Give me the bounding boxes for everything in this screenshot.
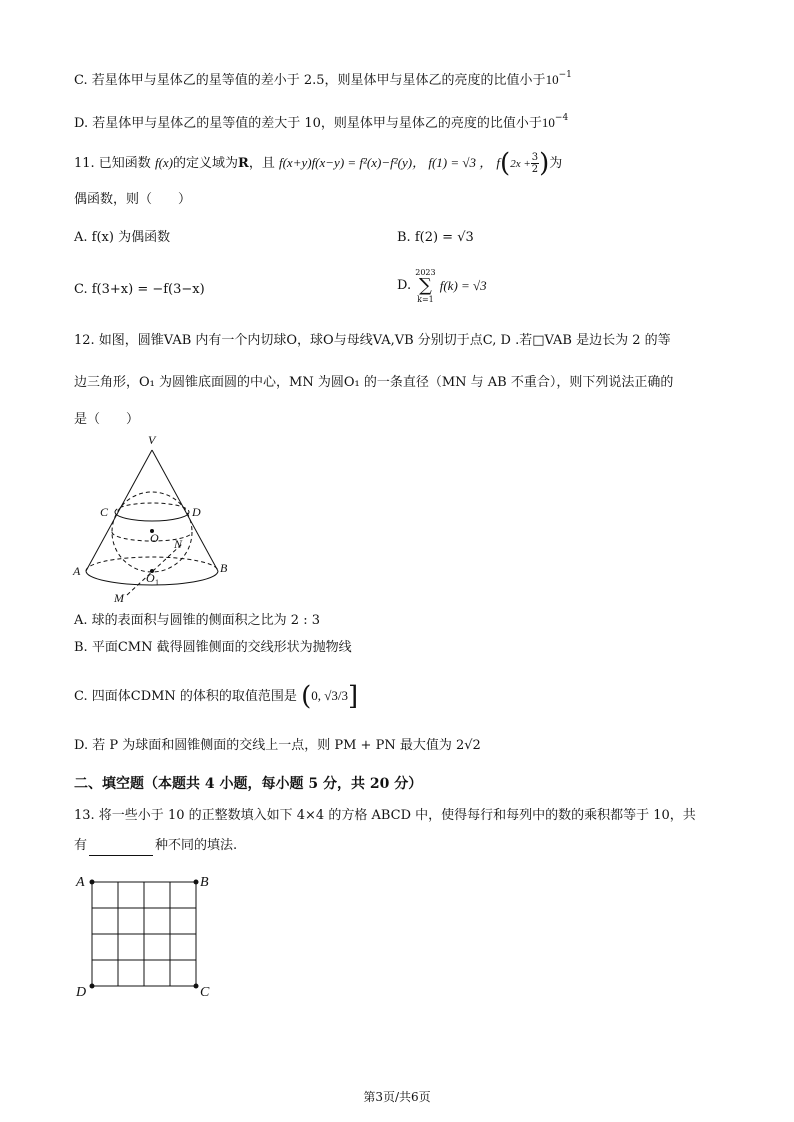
- q10-option-c-text: C. 若星体甲与星体乙的星等值的差小于 2.5，则星体甲与星体乙的亮度的比值小于: [74, 73, 546, 88]
- section-heading: 二、填空题（本题共 4 小题，每小题 5 分，共 20 分）: [74, 776, 423, 792]
- cone-base-back: [86, 557, 218, 571]
- q11-wei: 为: [549, 156, 563, 171]
- q11-stem-prefix: 11. 已知函数: [74, 156, 151, 171]
- cone-generatrix-va: [86, 450, 152, 571]
- cone-sphere-figure: [64, 432, 304, 602]
- label-v: V: [148, 433, 156, 447]
- q10-option-d-text: D. 若星体甲与星体乙的星等值的差大于 10，则星体甲与星体乙的亮度的比值小于: [74, 116, 542, 131]
- q11-f-open: f: [496, 155, 501, 170]
- q13-tail: 种不同的填法.: [155, 838, 238, 853]
- q11-option-b: B. f(2) = √3: [397, 230, 474, 245]
- q10-option-d-exp: −4: [554, 113, 569, 123]
- q11-option-a: A. f(x) 为偶函数: [74, 230, 171, 245]
- cone-generatrix-vb: [152, 450, 218, 571]
- q12-stem-line3: 是（ ）: [74, 412, 140, 427]
- tangent-circle-back: [115, 503, 189, 512]
- label-grid-a: A: [76, 875, 85, 890]
- q12-option-d: D. 若 P 为球面和圆锥侧面的交线上一点，则 PM + PN 最大值为 2√2: [74, 738, 481, 753]
- corner-dot-d: [90, 984, 95, 989]
- tangent-circle-front: [115, 512, 189, 521]
- grid-figure: [72, 868, 222, 998]
- sum-icon: 2023 ∑ k=1: [415, 268, 436, 304]
- label-grid-b: B: [200, 875, 209, 890]
- q10-option-d-base: 10: [541, 115, 555, 130]
- corner-dot-b: [194, 880, 199, 885]
- q11-stem-line2: 偶函数，则（ ）: [74, 192, 192, 207]
- q11-domain-text: 的定义域为: [173, 156, 239, 171]
- answer-blank[interactable]: [89, 841, 153, 856]
- q12-option-b: B. 平面CMN 截得圆锥侧面的交线形状为抛物线: [74, 640, 352, 655]
- label-c: C: [100, 505, 109, 519]
- q13-stem-line1: 13. 将一些小于 10 的正整数填入如下 4×4 的方格 ABCD 中，使得每行和每列中的数的乘积都等于 10，共: [74, 808, 696, 823]
- q11-comma: ，且: [248, 156, 275, 171]
- q11-sum-top: 2023: [415, 268, 436, 277]
- label-o1: O: [146, 571, 155, 585]
- q11-option-d-label: D.: [397, 278, 412, 293]
- q10-option-c-exp: −1: [558, 70, 572, 80]
- q12-stem-line1: 12. 如图，圆锥VAB 内有一个内切球O，球O与母线VA,VB 分别切于点C, D .若□VAB 是边长为 2 的等: [74, 333, 671, 348]
- q10-option-d: [74, 113, 568, 135]
- q11-stem-line1: 11. 已知函数 f(x)的定义域为R，且 f(x+y)f(x−y) = f²(x)−f²(y)， f(1) = √3 ， f(2x + $\frac{3}{2}$ )为: [74, 148, 563, 179]
- label-grid-c: C: [200, 985, 210, 998]
- label-a: A: [73, 564, 81, 578]
- q12-stem-line2: 边三角形，O₁ 为圆锥底面圆的中心，MN 为圆O₁ 的一条直径（MN 与 AB 不重合），则下列说法正确的: [74, 375, 674, 390]
- q11-option-d-expr: f(k) = √3: [439, 278, 487, 293]
- label-d: D: [192, 505, 201, 519]
- corner-dot-c: [194, 984, 199, 989]
- q13-you: 有: [74, 838, 88, 853]
- label-o: O: [150, 531, 159, 545]
- q11-option-c: C. f(3+x) = −f(3−x): [74, 282, 205, 297]
- q10-option-c: [74, 70, 572, 92]
- label-o1-sub: 1: [155, 578, 159, 587]
- label-m: M: [114, 591, 124, 602]
- q12-option-a: A. 球的表面积与圆锥的侧面积之比为 2 : 3: [74, 613, 320, 628]
- q11-fraction: [531, 152, 539, 175]
- diameter-mn: [127, 544, 182, 595]
- q11-f1: ， f(1) = √3 ，: [412, 155, 493, 170]
- q11-frac-top: 3: [531, 152, 539, 163]
- q11-R: R: [238, 156, 249, 171]
- q11-fx: f(x): [154, 155, 173, 170]
- label-grid-d: D: [76, 985, 87, 998]
- label-b: B: [220, 561, 228, 575]
- corner-dot-a: [90, 880, 95, 885]
- q12-option-c: C. 四面体CDMN 的体积的取值范围是 (0, √3/3]: [74, 681, 359, 712]
- q11-frac-bot: 2: [531, 164, 539, 175]
- q11-option-d: [397, 268, 487, 304]
- label-n: N: [174, 537, 183, 551]
- q11-equation: f(x+y)f(x−y) = f²(x)−f²(y): [278, 155, 413, 170]
- q12-option-c-interval: 0, √3/3: [311, 688, 348, 703]
- q10-option-c-base: 10: [545, 72, 559, 87]
- q11-inner: 2x +: [510, 158, 531, 170]
- q11-sum-bottom: k=1: [417, 295, 434, 304]
- page-footer: 第3页/共6页: [363, 1090, 431, 1104]
- q13-stem-line2: [74, 836, 237, 856]
- q12-option-c-text: C. 四面体CDMN 的体积的取值范围是: [74, 689, 297, 704]
